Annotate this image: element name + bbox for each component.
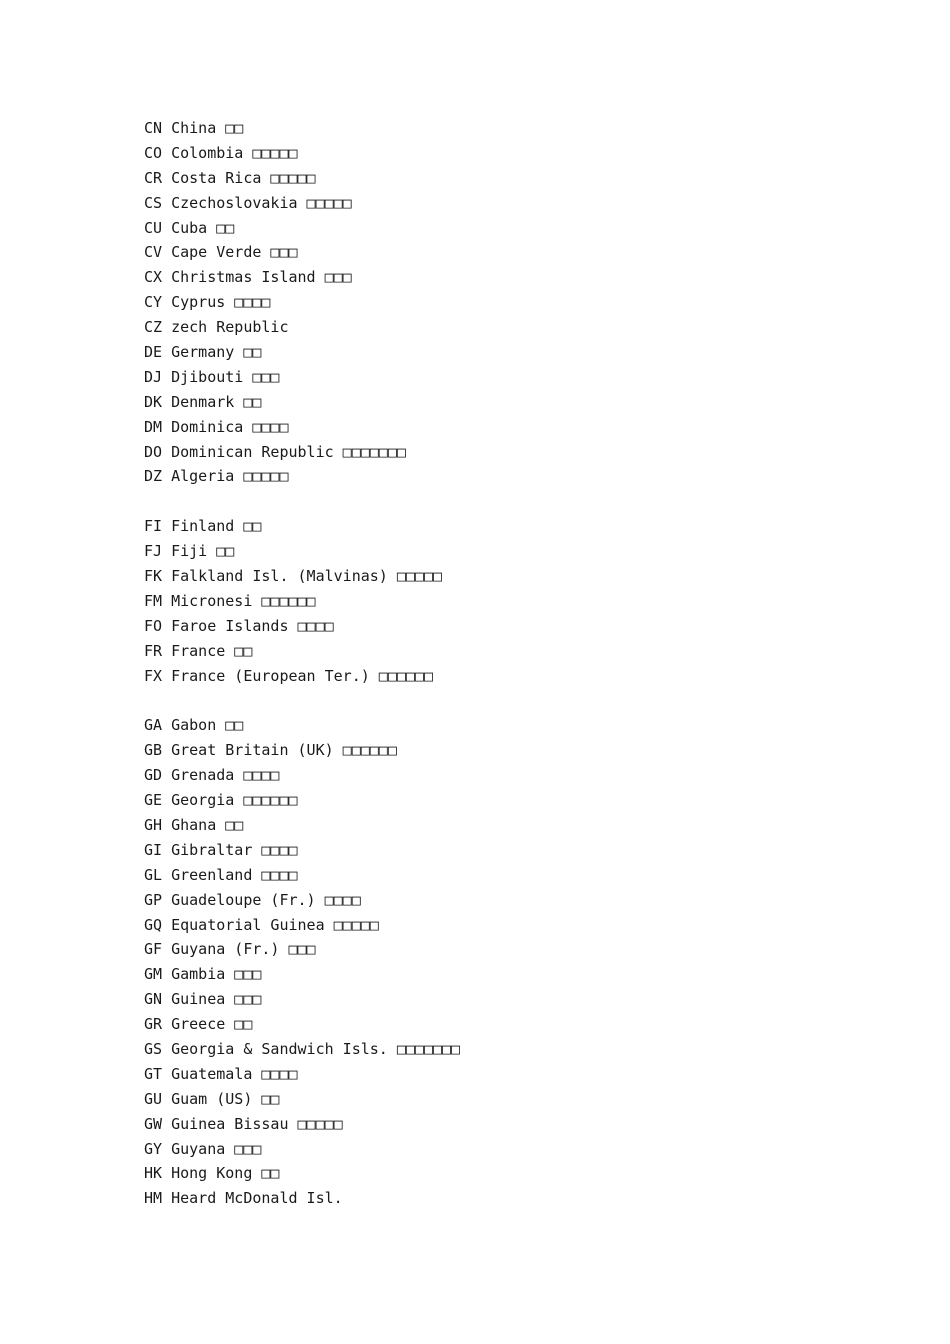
list-item — [144, 1087, 904, 1112]
list-item — [144, 1137, 904, 1162]
country-name: Hong Kong □□ — [171, 1164, 280, 1183]
list-item — [144, 788, 904, 813]
country-name: Costa Rica □□□□□ — [171, 168, 316, 187]
list-item — [144, 440, 904, 465]
country-code: DK — [144, 392, 163, 411]
country-name: Czechoslovakia □□□□□ — [171, 193, 352, 212]
country-code: CS — [144, 193, 163, 212]
list-item — [144, 987, 904, 1012]
country-name: Guinea □□□ — [171, 990, 262, 1009]
country-name: Heard McDonald Isl. — [171, 1189, 343, 1208]
list-item — [144, 738, 904, 763]
list-item — [144, 713, 904, 738]
country-code: GP — [144, 890, 163, 909]
country-name: Dominica □□□□ — [171, 417, 289, 436]
country-code: GF — [144, 940, 163, 959]
country-code: GT — [144, 1064, 163, 1083]
section-f — [144, 514, 904, 688]
list-item — [144, 539, 904, 564]
country-code: GS — [144, 1039, 163, 1058]
list-item — [144, 913, 904, 938]
list-item — [144, 1186, 904, 1211]
country-name: France (European Ter.) □□□□□□ — [171, 666, 433, 685]
country-code: CX — [144, 268, 163, 287]
list-item — [144, 1161, 904, 1186]
list-item — [144, 240, 904, 265]
list-item — [144, 365, 904, 390]
country-code: GI — [144, 840, 163, 859]
country-name: Greece □□ — [171, 1015, 253, 1034]
list-item — [144, 166, 904, 191]
country-name: Greenland □□□□ — [171, 865, 298, 884]
list-item — [144, 763, 904, 788]
list-item — [144, 962, 904, 987]
country-code: FM — [144, 591, 163, 610]
country-name: Guam (US) □□ — [171, 1089, 280, 1108]
country-name: China □□ — [171, 119, 244, 137]
country-name: Grenada □□□□ — [171, 766, 280, 785]
country-code: GD — [144, 766, 163, 785]
country-code: GL — [144, 865, 163, 884]
list-item — [144, 937, 904, 962]
list-item — [144, 290, 904, 315]
list-item — [144, 1112, 904, 1137]
country-name: zech Republic — [171, 318, 289, 337]
country-code: CV — [144, 243, 163, 262]
country-name: Micronesi □□□□□□ — [171, 591, 316, 610]
country-name: Faroe Islands □□□□ — [171, 616, 334, 635]
country-name: Guyana (Fr.) □□□ — [171, 940, 316, 959]
list-item — [144, 863, 904, 888]
country-code-list — [144, 116, 904, 1211]
country-name: Colombia □□□□□ — [171, 143, 298, 162]
list-item — [144, 664, 904, 689]
section-g-h — [144, 713, 904, 1211]
section-c-d — [144, 116, 904, 489]
country-code: GR — [144, 1015, 163, 1034]
list-item — [144, 813, 904, 838]
country-code: GB — [144, 741, 163, 760]
list-item — [144, 1062, 904, 1087]
country-code: FX — [144, 666, 163, 685]
country-name: Georgia & Sandwich Isls. □□□□□□□ — [171, 1039, 461, 1058]
country-name: Algeria □□□□□ — [171, 467, 289, 486]
list-item — [144, 464, 904, 489]
country-name: Gambia □□□ — [171, 965, 262, 984]
country-name: Gabon □□ — [171, 716, 244, 735]
list-item — [144, 340, 904, 365]
country-code: FK — [144, 567, 163, 586]
country-code: FJ — [144, 542, 163, 561]
list-item — [144, 1037, 904, 1062]
list-item — [144, 265, 904, 290]
country-name: Guyana □□□ — [171, 1139, 262, 1158]
list-item — [144, 415, 904, 440]
country-name: Ghana □□ — [171, 815, 244, 834]
country-code: DE — [144, 343, 163, 362]
country-name: Cuba □□ — [171, 218, 235, 237]
country-code: CU — [144, 218, 163, 237]
country-name: Falkland Isl. (Malvinas) □□□□□ — [171, 567, 443, 586]
country-name: France □□ — [171, 641, 253, 660]
country-name: Christmas Island □□□ — [171, 268, 352, 287]
country-code: GQ — [144, 915, 163, 934]
country-name: Guatemala □□□□ — [171, 1064, 298, 1083]
country-code: GN — [144, 990, 163, 1009]
section-divider — [144, 688, 904, 713]
country-code: FO — [144, 616, 163, 635]
list-item — [144, 838, 904, 863]
country-name: Equatorial Guinea □□□□□ — [171, 915, 379, 934]
country-code: DJ — [144, 367, 163, 386]
list-item — [144, 116, 904, 141]
list-item — [144, 315, 904, 340]
country-code: HM — [144, 1189, 163, 1208]
country-code: CN — [144, 119, 163, 137]
country-code: GY — [144, 1139, 163, 1158]
country-name: Cape Verde □□□ — [171, 243, 298, 262]
country-code: CZ — [144, 318, 163, 337]
country-code: GE — [144, 791, 163, 810]
country-code: HK — [144, 1164, 163, 1183]
list-item — [144, 639, 904, 664]
country-code: GH — [144, 815, 163, 834]
country-name: Gibraltar □□□□ — [171, 840, 298, 859]
country-code: FI — [144, 517, 163, 536]
country-name: Great Britain (UK) □□□□□□ — [171, 741, 397, 760]
country-code: GW — [144, 1114, 163, 1133]
country-code: CR — [144, 168, 163, 187]
country-code: DM — [144, 417, 163, 436]
country-name: Djibouti □□□ — [171, 367, 280, 386]
country-name: Fiji □□ — [171, 542, 235, 561]
country-name: Germany □□ — [171, 343, 262, 362]
country-code: CY — [144, 293, 163, 312]
country-code: DO — [144, 442, 163, 461]
list-item — [144, 614, 904, 639]
country-name: Cyprus □□□□ — [171, 293, 271, 312]
country-code: FR — [144, 641, 163, 660]
country-name: Denmark □□ — [171, 392, 262, 411]
country-code: GA — [144, 716, 163, 735]
list-item — [144, 589, 904, 614]
country-name: Guadeloupe (Fr.) □□□□ — [171, 890, 361, 909]
list-item — [144, 390, 904, 415]
country-code: GU — [144, 1089, 163, 1108]
country-code: DZ — [144, 467, 163, 486]
country-name: Dominican Republic □□□□□□□ — [171, 442, 406, 461]
list-item — [144, 514, 904, 539]
list-item — [144, 216, 904, 241]
list-item — [144, 888, 904, 913]
country-name: Georgia □□□□□□ — [171, 791, 298, 810]
country-name: Finland □□ — [171, 517, 262, 536]
section-divider — [144, 489, 904, 514]
country-code: GM — [144, 965, 163, 984]
list-item — [144, 141, 904, 166]
list-item — [144, 564, 904, 589]
country-name: Guinea Bissau □□□□□ — [171, 1114, 343, 1133]
country-code: CO — [144, 143, 163, 162]
list-item — [144, 191, 904, 216]
list-item — [144, 1012, 904, 1037]
